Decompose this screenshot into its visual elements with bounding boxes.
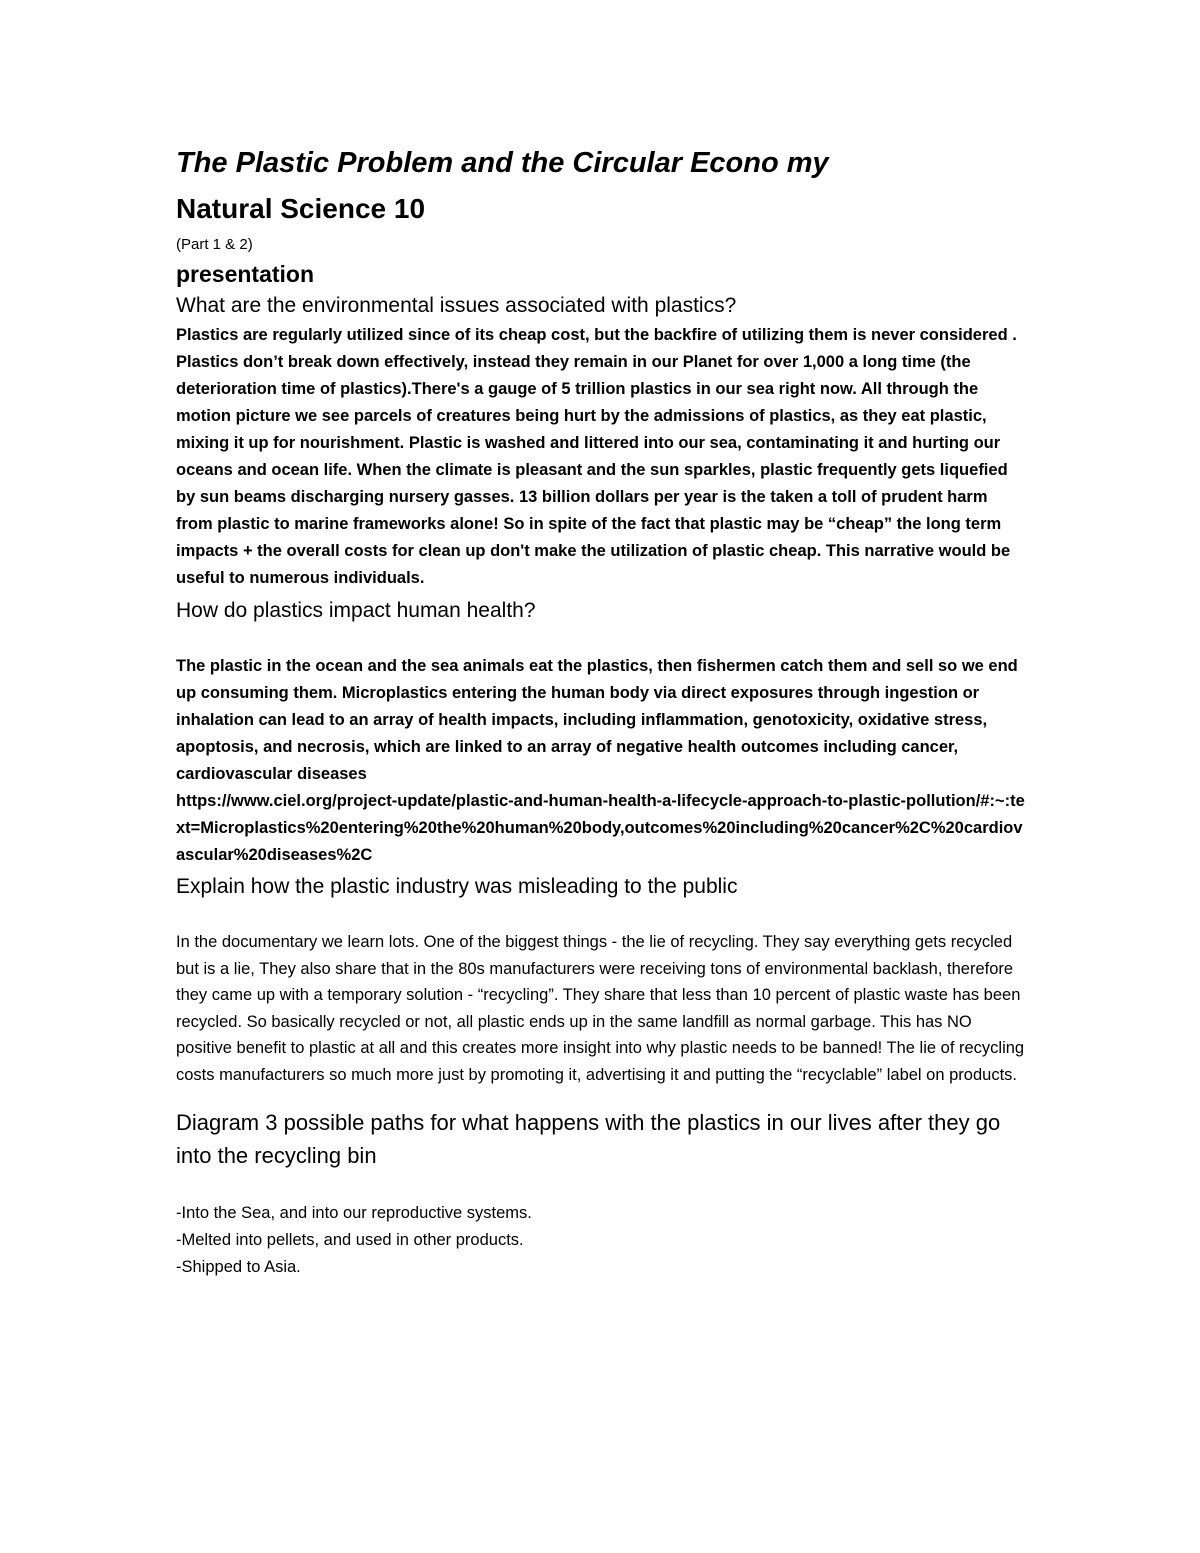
list-item: -Melted into pellets, and used in other products. — [176, 1231, 524, 1249]
document-subtitle: Natural Science 10 — [176, 193, 426, 224]
misleading-industry-body: In the documentary we learn lots. One of the biggest things - the lie of recycling. They say everything gets recycled but is a lie, They also share that in the 80s manufacturers were receiving tons of environmental backlash, therefore they came up with a temporary solution - “recycling”. They share that less than 10 percent of plastic waste has been recycled. So basically recycled or not, all plastic ends up in the same landfill as normal garbage. This has NO positive benefit to plastic at all and this creates more insight into why plastic needs to be banned! The lie of recycling costs manufacturers so much more just by promoting it, advertising it and putting the “recyclable” label on products. — [176, 933, 1025, 1084]
document-page — [176, 140, 1026, 1281]
presentation-label: presentation — [176, 261, 315, 287]
heading-recycling-paths: Diagram 3 possible paths for what happens with the plastics in our lives after they go into the recycling bin — [176, 1110, 1001, 1168]
spacer — [176, 1088, 1026, 1106]
environmental-issues-body: Plastics are regularly utilized since of its cheap cost, but the backfire of utilizing them is never considered . Plastics don’t break down effectively, instead they remain in our Planet for over 1,000 a long time (the deterioration time of plastics).There's a gauge of 5 trillion plastics in our sea right now. All through the motion picture we see parcels of creatures being hurt by the admissions of plastics, as they eat plastic, mixing it up for nourishment. Plastic is washed and littered into our sea, contaminating it and hurting our oceans and ocean life. When the climate is pleasant and the sun sparkles, plastic frequently gets liquefied by sun beams discharging nursery gasses. 13 billion dollars per year is the taken a toll of prudent harm from plastic to marine frameworks alone! So in spite of the fact that plastic may be “cheap” the long term impacts + the overall costs for clean up don't make the utilization of plastic cheap. This narrative would be useful to numerous individuals. — [176, 326, 1017, 587]
part-label: (Part 1 & 2) — [176, 236, 253, 253]
heading-human-health: How do plastics impact human health? — [176, 599, 536, 622]
heading-misleading-industry: Explain how the plastic industry was misleading to the public — [176, 875, 738, 898]
heading-environmental-issues: What are the environmental issues associated with plastics? — [176, 294, 737, 317]
spacer — [176, 627, 1026, 653]
human-health-body: The plastic in the ocean and the sea animals eat the plastics, then fishermen catch them and sell so we end up consuming them. Microplastics entering the human body via direct exposures through ingestion or inhalation can lead to an array of health impacts, including inflammation, genotoxicity, oxidative stress, apoptosis, and necrosis, which are linked to an array of negative health outcomes including cancer, cardiovascular diseases — [176, 657, 1018, 783]
source-link[interactable]: https://www.ciel.org/project-update/plastic-and-human-health-a-lifecycle-approach-to-plastic-pollution/#:~:text=Microplastics%20entering%20the%20human%20body,outcomes%20including%20cancer%2C%20cardiovascular%20diseases%2C — [176, 792, 1025, 864]
list-item: -Shipped to Asia. — [176, 1258, 301, 1276]
spacer — [176, 1172, 1026, 1200]
document-title: The Plastic Problem and the Circular Econo my — [176, 147, 829, 179]
spacer — [176, 903, 1026, 929]
list-item: -Into the Sea, and into our reproductive systems. — [176, 1204, 532, 1222]
